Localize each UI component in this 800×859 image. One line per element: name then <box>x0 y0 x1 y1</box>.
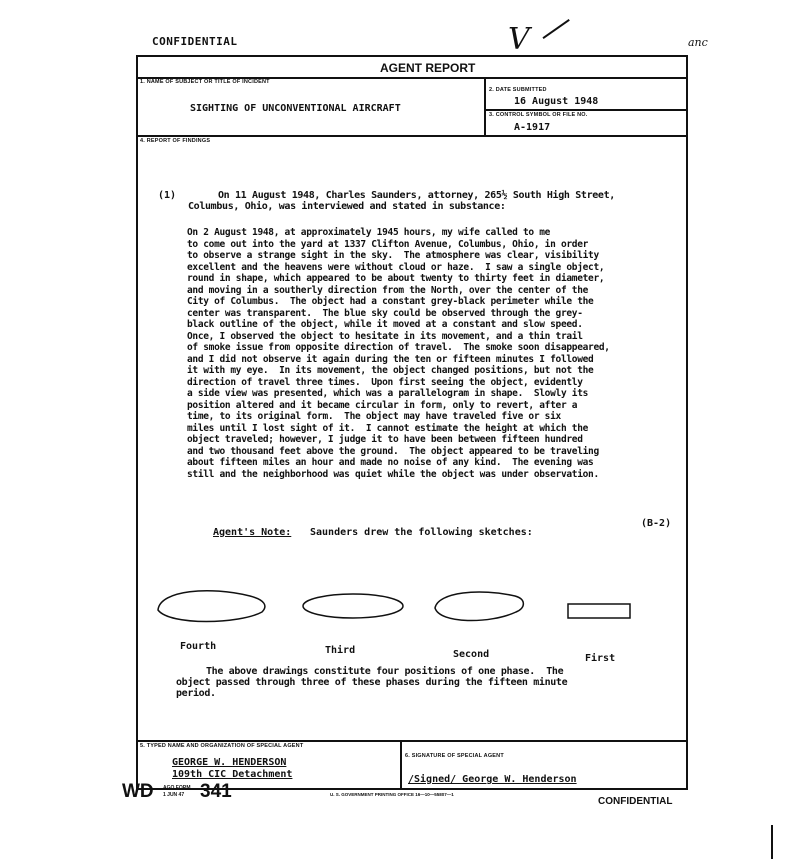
sketch-third-ellipse <box>303 594 403 618</box>
top-confidential-stamp: CONFIDENTIAL <box>152 35 238 48</box>
control-symbol-value: A-1917 <box>514 122 551 133</box>
agent-name: GEORGE W. HENDERSON <box>172 757 287 768</box>
scan-edge-line <box>771 825 773 859</box>
slash-mark <box>542 19 569 39</box>
paragraph-number: (1) <box>158 190 177 201</box>
form-number: 341 <box>200 781 232 802</box>
date-submitted-label: 2. DATE SUBMITTED <box>489 87 547 93</box>
form-title: AGENT REPORT <box>380 61 476 75</box>
sketch-label-first: First <box>585 653 616 664</box>
agent-organization: 109th CIC Detachment <box>172 769 293 780</box>
reference-code: (B-2) <box>641 518 672 529</box>
footer-confidential: CONFIDENTIAL <box>598 796 673 807</box>
handwritten-initials: anc <box>688 36 708 49</box>
subject-value: SIGHTING OF UNCONVENTIONAL AIRCRAFT <box>190 103 401 114</box>
form-prefix: WD <box>122 781 154 802</box>
sketch-second-teardrop <box>435 592 523 621</box>
agent-name-label: 5. TYPED NAME AND ORGANIZATION OF SPECIAL AGENT <box>140 743 304 749</box>
divider <box>136 740 688 742</box>
signature-label: 6. SIGNATURE OF SPECIAL AGENT <box>405 753 504 759</box>
sketches-figure <box>150 580 650 630</box>
agents-note-text: Saunders drew the following sketches: <box>310 527 533 538</box>
sketch-label-second: Second <box>453 649 490 660</box>
report-of-findings-label: 4. REPORT OF FINDINGS <box>140 138 211 144</box>
sketch-first-rectangle <box>568 604 630 618</box>
printing-office-line: U. S. GOVERNMENT PRINTING OFFICE 16—10—55807—1 <box>330 792 454 797</box>
form-small-text-2: 1 JUN 47 <box>163 792 185 798</box>
closing-paragraph: The above drawings constitute four positions of one phase. The object passed through three of these phases during the fifteen minute period. <box>176 666 568 699</box>
divider <box>484 77 486 135</box>
form-small-text-1: AGO FORM <box>163 785 191 791</box>
witness-statement: On 2 August 1948, at approximately 1945 hours, my wife called to me to come out into the yard at 1337 Clifton Avenue, Columbus, Ohio, in order to observe a strange sight in the sky. The atmosphere was clear, visibility excellent and the heavens were without cloud or haze. I saw a single object, round in shape, which appeared to be about twenty to thirty feet in diameter, and moving in a southerly direction from the North, over the center of the City of Columbus. The object had a constant grey-black perimeter while the center was transparent. The blue sky could be observed through the grey- black outline of the object, while it moved at a constant and slow speed. Once, I observed the object to hesitate in its movement, and a thin trail of smoke issue from opposite direction of travel. The smoke soon disappeared, and I did not observe it again during the ten or fifteen minutes I followed it with my eye. In its movement, the object changed positions, but not the direction of travel three times. Upon first seeing the object, evidently a side view was presented, which was a parallelogram in shape. Slowly its position altered and it became circular in form, only to revert, after a time, to its original form. The object may have traveled five or six miles until I lost sight of it. I cannot estimate the height at which the object traveled; however, I judge it to have been between fifteen hundred and two thousand feet above the ground. The object appeared to be traveling about fifteen miles an hour and made no noise of any kind. The evening was still and the neighborhood was quiet while the object was under observation. <box>187 227 610 480</box>
divider <box>484 109 688 111</box>
divider <box>400 740 402 790</box>
report-intro: On 11 August 1948, Charles Saunders, attorney, 265½ South High Street, Columbus, Ohio, was interviewed and stated in substance: <box>188 190 615 212</box>
agents-note-label: Agent's Note: <box>213 527 292 538</box>
handwritten-check-mark: V <box>508 22 530 57</box>
subject-label: 1. NAME OF SUBJECT OR TITLE OF INCIDENT <box>140 79 270 85</box>
control-symbol-label: 3. CONTROL SYMBOL OR FILE NO. <box>489 112 588 118</box>
sketch-label-third: Third <box>325 645 356 656</box>
divider <box>136 135 688 137</box>
date-submitted-value: 16 August 1948 <box>514 96 599 107</box>
sketch-fourth-teardrop <box>158 591 265 622</box>
sketch-label-fourth: Fourth <box>180 641 217 652</box>
agent-signature: /Signed/ George W. Henderson <box>408 774 577 785</box>
